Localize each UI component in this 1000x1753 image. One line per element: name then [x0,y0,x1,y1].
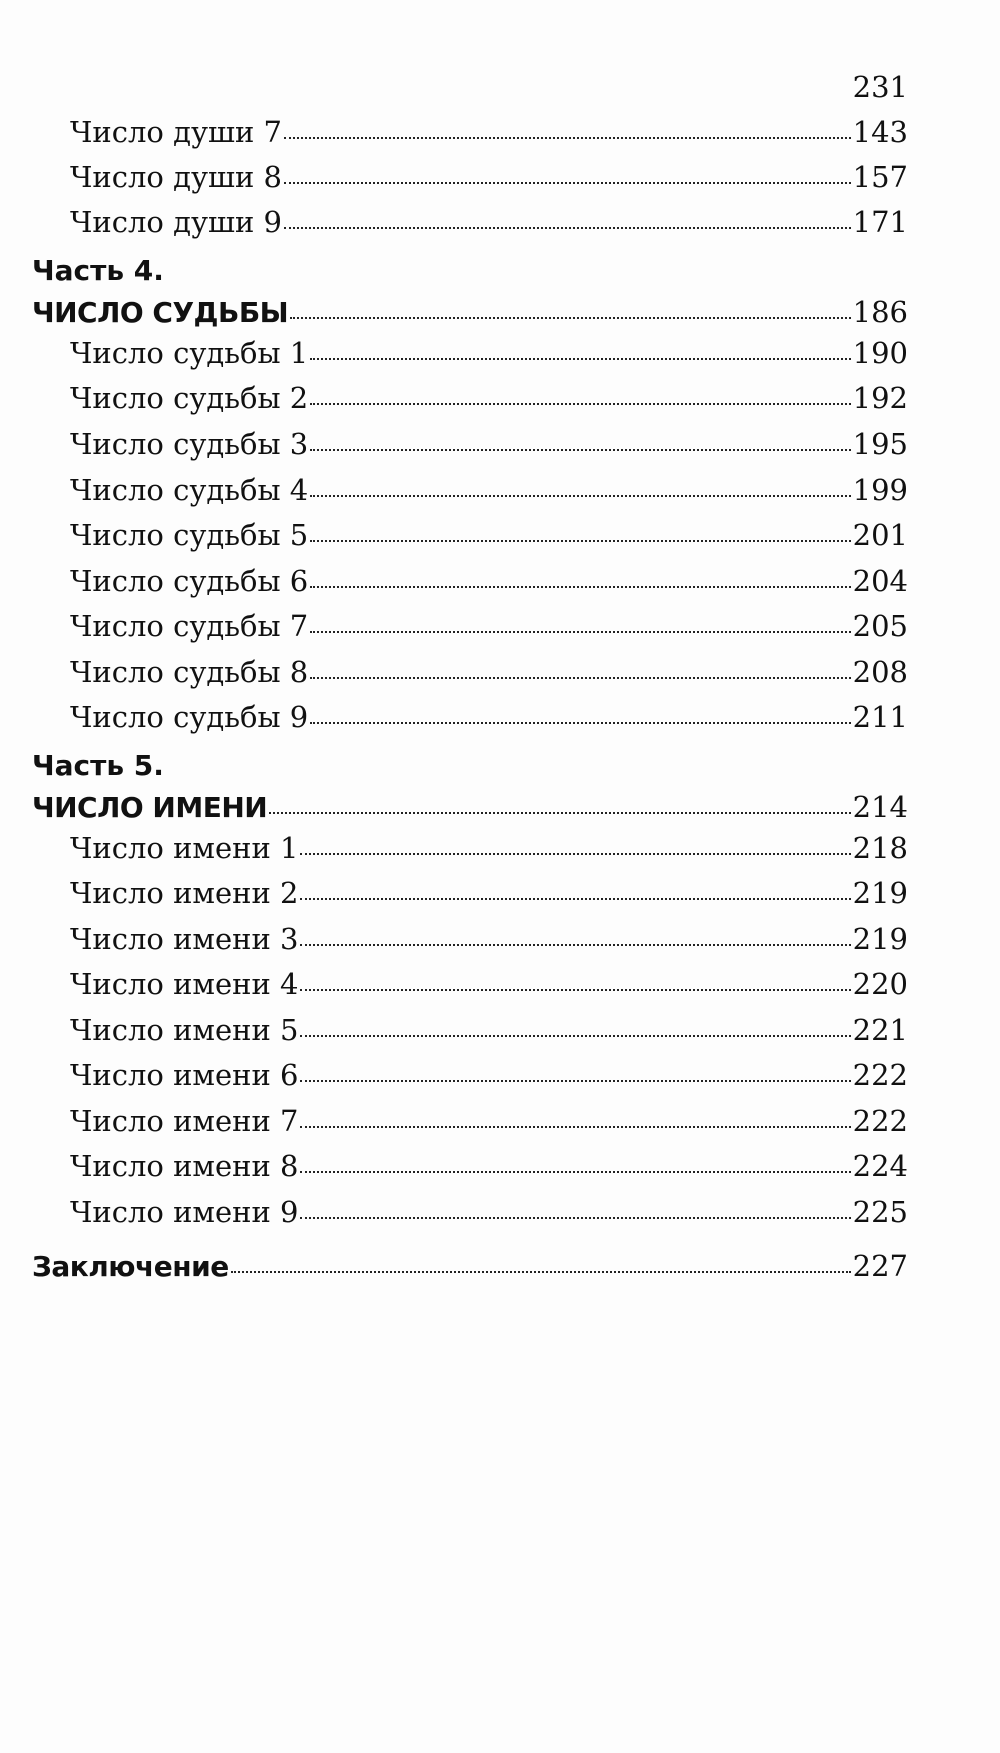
toc-entry-name-5[interactable] [70,1013,908,1047]
dot-leader [310,677,850,679]
toc-entry-page: 221 [852,1013,908,1047]
toc-entry-name-3[interactable] [70,922,908,956]
toc-entry-label: Число имени 5 [70,1013,299,1047]
part-title: ЧИСЛО ИМЕНИ [32,791,268,824]
toc-entry-page: 157 [852,160,908,194]
toc-entry-name-6[interactable] [70,1058,908,1092]
toc-entry-soul-9[interactable] [70,205,908,239]
toc-entry-label: Число души 7 [70,115,282,149]
toc-entry-page: 222 [852,1104,908,1138]
toc-entry-label: Число судьбы 2 [70,381,309,415]
dot-leader [310,540,850,542]
dot-leader [300,898,850,900]
dot-leader [310,631,850,633]
toc-entry-fate-2[interactable] [70,381,908,415]
toc-entry-part-4[interactable] [32,295,908,329]
toc-entry-label: Число имени 3 [70,922,299,956]
toc-entry-name-1[interactable] [70,831,908,865]
dot-leader [284,182,851,184]
dot-leader [310,586,850,588]
toc-entry-fate-6[interactable] [70,564,908,598]
dot-leader [310,358,850,360]
dot-leader [300,1217,850,1219]
dot-leader [284,137,851,139]
dot-leader [310,722,850,724]
toc-entry-page: 208 [852,655,908,689]
toc-entry-page: 192 [852,381,908,415]
toc-entry-page: 190 [852,336,908,370]
toc-entry-label: Число имени 4 [70,967,299,1001]
toc-entry-label: Число имени 8 [70,1149,299,1183]
toc-entry-label: Число судьбы 1 [70,336,309,370]
toc-entry-fate-5[interactable] [70,518,908,552]
conclusion-title: Заключение [32,1250,229,1283]
toc-entry-page: 214 [852,790,908,824]
toc-entry-page: 219 [852,876,908,910]
toc-entry-fate-9[interactable] [70,700,908,734]
toc-entry-page: 199 [852,473,908,507]
dot-leader [231,1271,851,1273]
dot-leader [300,989,850,991]
dot-leader [300,1035,850,1037]
dot-leader [300,853,850,855]
toc-entry-page: 220 [852,967,908,1001]
dot-leader [310,449,850,451]
toc-entry-soul-7[interactable] [70,115,908,149]
dot-leader [290,317,850,319]
toc-entry-label: Число имени 2 [70,876,299,910]
toc-entry-name-7[interactable] [70,1104,908,1138]
toc-entry-part-5[interactable] [32,790,908,824]
toc-entry-page: 211 [852,700,908,734]
toc-entry-page: 195 [852,427,908,461]
toc-entry-page: 227 [852,1249,908,1283]
toc-entry-label: Число имени 6 [70,1058,299,1092]
toc-entry-page: 225 [852,1195,908,1229]
toc-entry-page: 224 [852,1149,908,1183]
part-4-label [32,254,332,287]
dot-leader [300,1171,850,1173]
toc-entry-label: Число судьбы 9 [70,700,309,734]
dot-leader [284,227,851,229]
toc-entry-fate-1[interactable] [70,336,908,370]
toc-entry-label: Число имени 7 [70,1104,299,1138]
part-5-label [32,749,332,782]
toc-entry-page: 222 [852,1058,908,1092]
toc-entry-name-9[interactable] [70,1195,908,1229]
toc-entry-page: 201 [852,518,908,552]
dot-leader [300,1126,850,1128]
toc-entry-label: Число судьбы 6 [70,564,309,598]
toc-entry-page: 171 [852,205,908,239]
toc-entry-page: 143 [852,115,908,149]
toc-entry-label: Число имени 1 [70,831,299,865]
toc-entry-page: 205 [852,609,908,643]
toc-entry-label: Число души 9 [70,205,282,239]
toc-entry-page: 218 [852,831,908,865]
toc-entry-fate-8[interactable] [70,655,908,689]
toc-entry-label: Число судьбы 4 [70,473,309,507]
toc-entry-soul-8[interactable] [70,160,908,194]
toc-entry-label: Число судьбы 5 [70,518,309,552]
toc-entry-name-4[interactable] [70,967,908,1001]
dot-leader [300,944,850,946]
toc-entry-conclusion[interactable] [32,1249,908,1283]
toc-entry-page: 204 [852,564,908,598]
page-number: 231 [852,70,908,104]
toc-entry-name-8[interactable] [70,1149,908,1183]
part-title: ЧИСЛО СУДЬБЫ [32,296,289,329]
toc-entry-fate-7[interactable] [70,609,908,643]
toc-entry-name-2[interactable] [70,876,908,910]
toc-entry-label: Число судьбы 8 [70,655,309,689]
dot-leader [310,495,850,497]
toc-entry-label: Число судьбы 7 [70,609,309,643]
dot-leader [300,1080,850,1082]
toc-entry-label: Число судьбы 3 [70,427,309,461]
toc-entry-page: 219 [852,922,908,956]
part-label: Часть 4. [32,254,164,287]
toc-entry-label: Число имени 9 [70,1195,299,1229]
toc-entry-fate-3[interactable] [70,427,908,461]
toc-entry-fate-4[interactable] [70,473,908,507]
toc-entry-page: 186 [852,295,908,329]
part-label: Часть 5. [32,749,164,782]
toc-entry-label: Число души 8 [70,160,282,194]
dot-leader [269,812,850,814]
dot-leader [310,403,850,405]
